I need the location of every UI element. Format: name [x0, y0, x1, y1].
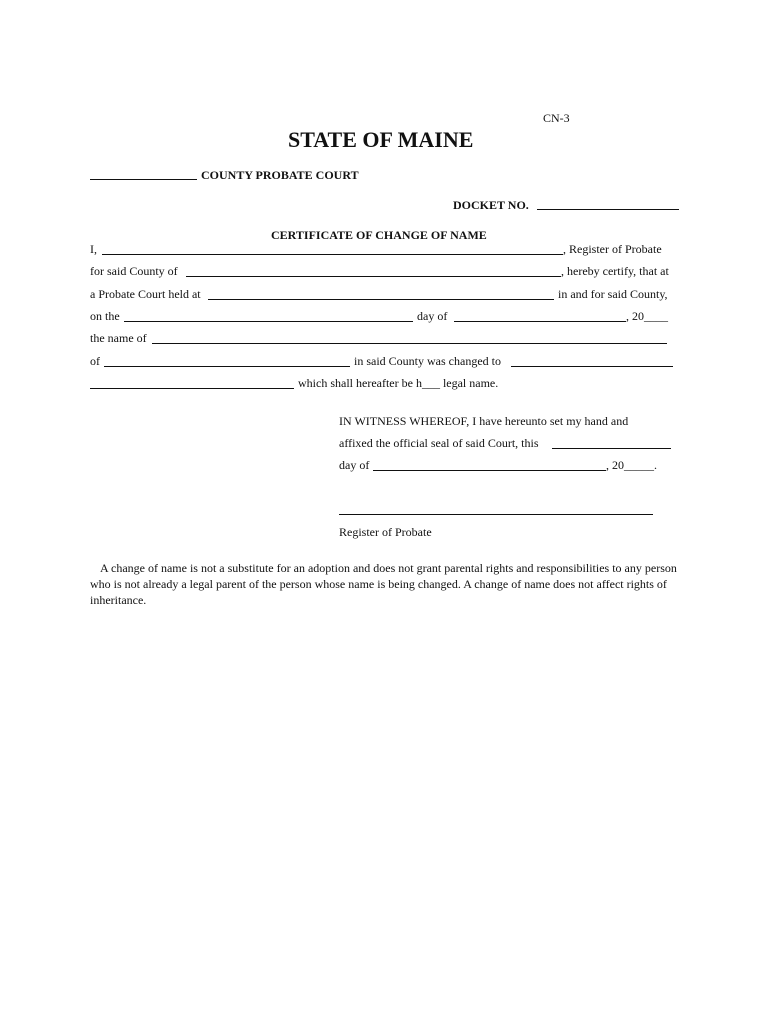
witness-line1: IN WITNESS WHEREOF, I have hereunto set my hand and: [339, 414, 629, 428]
docket-number-blank[interactable]: [537, 209, 679, 210]
witness-day-blank[interactable]: [552, 448, 671, 449]
line6-mid: in said County was changed to: [354, 354, 501, 368]
line1-suffix: , Register of Probate: [563, 242, 662, 256]
witness-line3-suffix: , 20_____.: [606, 458, 657, 472]
former-name-blank[interactable]: [152, 343, 667, 344]
signature-label: Register of Probate: [339, 525, 432, 539]
legal-note: A change of name is not a substitute for an adoption and does not grant parental rights and responsibilities to any person who is not already a legal parent of the person whose name is being changed. A change of name does not affect rights of inheritance.: [90, 561, 677, 607]
signature-line[interactable]: [339, 514, 653, 515]
court-label: COUNTY PROBATE COURT: [201, 168, 359, 182]
line1-prefix: I,: [90, 242, 97, 256]
line5-prefix: the name of: [90, 331, 147, 345]
state-title: STATE OF MAINE: [288, 127, 474, 152]
register-name-blank[interactable]: [102, 254, 563, 255]
court-held-at-blank[interactable]: [208, 299, 554, 300]
form-code: CN-3: [543, 111, 570, 125]
line3-suffix: in and for said County,: [558, 287, 668, 301]
new-name-continued-blank[interactable]: [90, 388, 294, 389]
new-name-blank[interactable]: [511, 366, 673, 367]
month-blank[interactable]: [454, 321, 626, 322]
county-of-blank[interactable]: [186, 276, 561, 277]
line6-prefix: of: [90, 354, 100, 368]
line2-prefix: for said County of: [90, 264, 178, 278]
residence-blank[interactable]: [104, 366, 350, 367]
line4-suffix: , 20____: [626, 309, 668, 323]
line4-mid: day of: [417, 309, 448, 323]
line2-suffix: , hereby certify, that at: [561, 264, 669, 278]
witness-line3-prefix: day of: [339, 458, 370, 472]
line7-suffix: which shall hereafter be h___ legal name.: [298, 376, 499, 390]
county-name-blank[interactable]: [90, 179, 197, 180]
certificate-title: CERTIFICATE OF CHANGE OF NAME: [271, 228, 487, 242]
witness-month-blank[interactable]: [373, 470, 606, 471]
docket-label: DOCKET NO.: [453, 198, 529, 212]
line4-prefix: on the: [90, 309, 120, 323]
witness-line2-prefix: affixed the official seal of said Court, this: [339, 436, 539, 450]
line3-prefix: a Probate Court held at: [90, 287, 201, 301]
day-blank[interactable]: [124, 321, 413, 322]
